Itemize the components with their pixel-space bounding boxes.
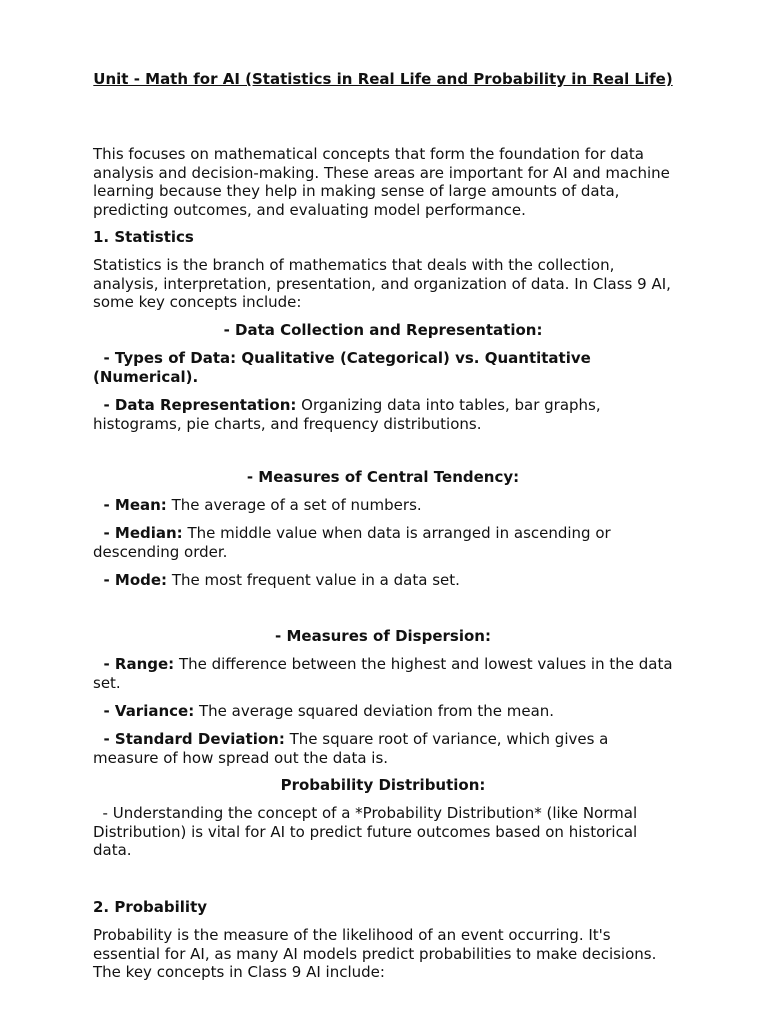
standard-deviation-item xyxy=(93,730,673,767)
variance-text: The average squared deviation from the mean. xyxy=(194,702,555,720)
standard-deviation-text: The square root of variance, which gives a measure of how spread out the data is. xyxy=(93,730,614,767)
median-label: - Median: xyxy=(93,524,183,542)
variance-label: - Variance: xyxy=(93,702,195,720)
variance-item xyxy=(93,702,673,721)
statistics-paragraph: Statistics is the branch of mathematics that deals with the collection, analysis, interpretation, presentation, and organization of data. In Class 9 AI, some key concepts include: xyxy=(93,256,671,311)
range-item xyxy=(93,655,678,692)
range-text: The difference between the highest and lowest values in the data set. xyxy=(93,655,678,692)
median-item xyxy=(93,524,673,561)
probability-distribution-heading: Probability Distribution: xyxy=(280,776,486,794)
range-label: - Range: xyxy=(93,655,175,673)
probability-heading: 2. Probability xyxy=(93,898,208,916)
statistics-heading: 1. Statistics xyxy=(93,228,194,246)
intro-paragraph: This focuses on mathematical concepts that form the foundation for data analysis and decision-making. These areas are important for AI and machine learning because they help in making sense of large amounts of data, predicting outcomes, and evaluating model performance. xyxy=(93,145,670,219)
mode-label: - Mode: xyxy=(93,571,168,589)
data-collection-heading: - Data Collection and Representation: xyxy=(223,321,543,339)
data-representation-label: - Data Representation: xyxy=(93,396,297,414)
probability-paragraph: Probability is the measure of the likelihood of an event occurring. It's essential for AI, as many AI models predict probabilities to make decisions. The key concepts in Class 9 AI include: xyxy=(93,926,657,981)
probability-distribution-text: - Understanding the concept of a *Probability Distribution* (like Normal Distribution) is vital for AI to predict future outcomes based on historical data. xyxy=(93,804,642,859)
dispersion-heading: - Measures of Dispersion: xyxy=(275,627,491,645)
mean-item xyxy=(93,496,673,515)
median-text: The middle value when data is arranged in ascending or descending order. xyxy=(93,524,616,561)
mode-item xyxy=(93,571,673,590)
page-title: Unit - Math for AI (Statistics in Real Life and Probability in Real Life) xyxy=(93,70,673,88)
standard-deviation-label: - Standard Deviation: xyxy=(93,730,285,748)
data-representation-text: Organizing data into tables, bar graphs, histograms, pie charts, and frequency distributions. xyxy=(93,396,606,433)
central-tendency-heading: - Measures of Central Tendency: xyxy=(246,468,520,486)
types-of-data-item: - Types of Data: Qualitative (Categorical) vs. Quantitative (Numerical). xyxy=(93,349,597,386)
mode-text: The most frequent value in a data set. xyxy=(167,571,460,589)
mean-label: - Mean: xyxy=(93,496,167,514)
mean-text: The average of a set of numbers. xyxy=(166,496,422,514)
data-representation-item xyxy=(93,396,673,433)
